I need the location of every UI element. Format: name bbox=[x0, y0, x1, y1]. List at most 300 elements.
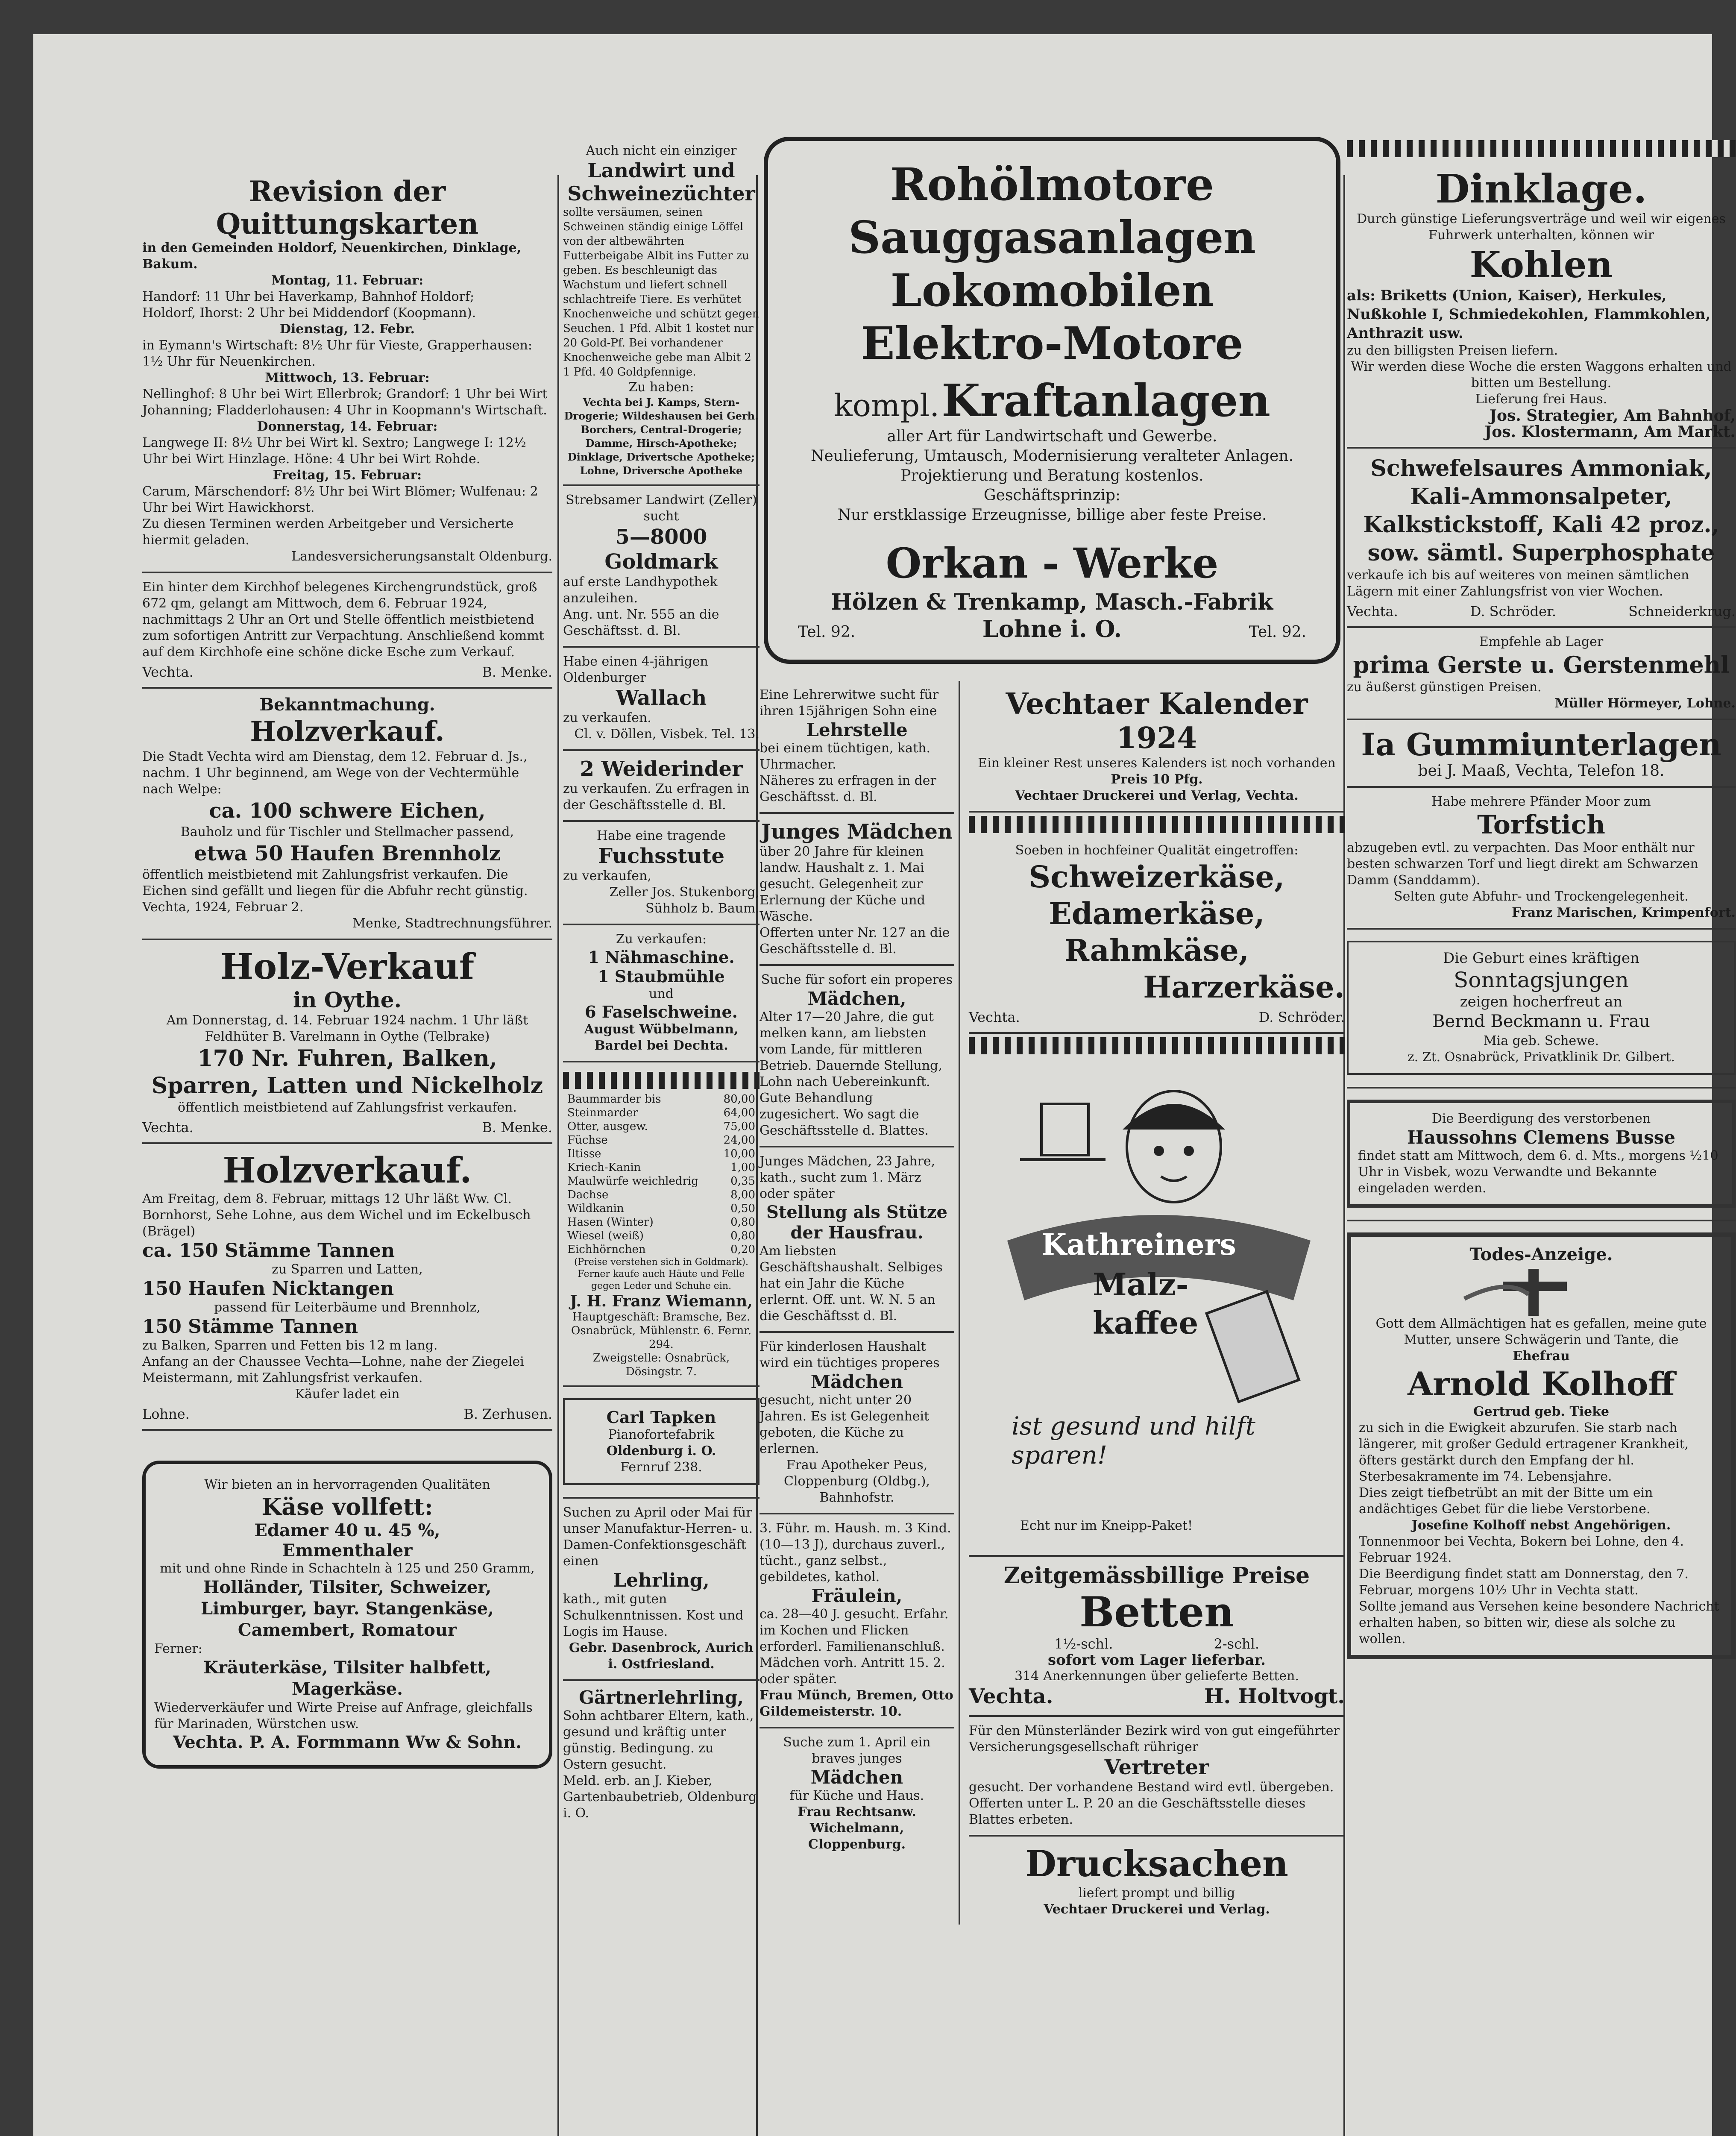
ad-text: 1½-schl. bbox=[1054, 1636, 1113, 1652]
ad-title: Holzverkauf. bbox=[250, 716, 445, 748]
ad-title: Kohlen bbox=[1469, 244, 1613, 286]
ad-tapken bbox=[563, 1387, 760, 1499]
ad-text: Auch nicht ein einziger bbox=[586, 143, 737, 158]
ad-item: Emmenthaler bbox=[282, 1540, 413, 1561]
ad-text: Wir werden diese Woche die ersten Waggons erhalten und bitten um Bestellung. bbox=[1351, 359, 1732, 390]
ad-title: Vertreter bbox=[1104, 1755, 1209, 1779]
ad-text: Eine Lehrerwitwe sucht für ihren 15jährigen Sohn eine bbox=[760, 687, 939, 719]
ad-text: Dienstag, 12. Febr. bbox=[279, 322, 415, 337]
ad-text: Zu verkaufen: bbox=[616, 932, 707, 947]
ad-text: öffentlich meistbietend mit Zahlungsfrist verkaufen. Die Eichen sind gefällt und liegen für die Abfuhr recht günstig. bbox=[142, 867, 528, 898]
price-row bbox=[563, 1161, 760, 1174]
ad-title: Torfstich bbox=[1477, 810, 1605, 840]
ad-kirchengrundstueck bbox=[142, 573, 552, 689]
ad-signature: Menke, Stadtrechnungsführer. bbox=[352, 916, 552, 931]
ad-beerdigung-busse bbox=[1347, 1089, 1736, 1221]
ad-wallach bbox=[563, 648, 760, 751]
ad-text: Ferner: bbox=[154, 1641, 202, 1656]
ad-text: zu Sparren und Latten, bbox=[272, 1262, 423, 1277]
ad-title: 5—8000 Goldmark bbox=[604, 525, 718, 574]
ad-text: Freitag, 15. Februar: bbox=[273, 468, 422, 483]
ad-title: Wallach bbox=[616, 686, 707, 710]
ad-place: Vechta. bbox=[969, 1009, 1020, 1025]
price-label: Iltisse bbox=[567, 1147, 601, 1160]
ad-item: Kalkstickstoff, Kali 42 proz., bbox=[1363, 512, 1719, 538]
column-4 bbox=[1347, 137, 1736, 1671]
price-row bbox=[563, 1229, 760, 1243]
ad-title: Holzverkauf. bbox=[223, 1150, 472, 1191]
ad-text: zu den billigsten Preisen liefern. bbox=[1347, 343, 1558, 358]
ad-text: und bbox=[649, 986, 674, 1001]
ad-text: Junges Mädchen, 23 Jahre, kath., sucht zum 1. März oder später bbox=[760, 1154, 935, 1201]
ad-signature: Frau Apotheker Peus, Cloppenburg (Oldbg.), Bahnhofstr. bbox=[784, 1458, 930, 1505]
price-value: 64,00 bbox=[723, 1106, 755, 1119]
ad-item: Edamer 40 u. 45 %, bbox=[254, 1520, 440, 1540]
kathreiner-logo-text: kaffee bbox=[1093, 1305, 1199, 1341]
ad-text: zu verkaufen. Zu erfragen in der Geschäftsstelle d. Bl. bbox=[563, 781, 750, 813]
price-row bbox=[563, 1188, 760, 1202]
ad-text: Langwege II: 8½ Uhr bei Wirt kl. Sextro; Langwege I: 12½ Uhr bei Wirt Hinzlage. Höne: 4 Uhr bei Wirt Rohde. bbox=[142, 435, 526, 467]
ad-phone: Tel. 92. bbox=[798, 623, 856, 641]
kathreiner-slogan: ist gesund und hilft sparen! bbox=[1012, 1411, 1256, 1470]
ad-text: in Eymann's Wirtschaft: 8½ Uhr für Vieste, Grapperhausen: 1½ Uhr für Neuenkirchen. bbox=[142, 338, 533, 369]
price-label: Eichhörnchen bbox=[567, 1243, 646, 1256]
ad-text: Hauptgeschäft: Bramsche, Bez. Osnabrück, Mühlenstr. 6. Fernr. 294. bbox=[571, 1311, 752, 1351]
ad-title: Betten bbox=[1079, 1588, 1234, 1636]
ad-signature: D. Schröder. bbox=[1258, 1009, 1345, 1025]
ad-text: Mia geb. Schewe. bbox=[1483, 1033, 1599, 1048]
ad-title: Mädchen, bbox=[807, 988, 906, 1009]
price-row bbox=[563, 1174, 760, 1188]
decorative-border bbox=[969, 1037, 1345, 1054]
price-value: 0,80 bbox=[730, 1216, 755, 1229]
ad-gummiunterlagen bbox=[1347, 720, 1736, 788]
ad-albit bbox=[563, 137, 760, 486]
column-1 bbox=[142, 137, 552, 1769]
ad-title: Carl Tapken bbox=[606, 1408, 716, 1427]
ad-text: Die Geburt eines kräftigen bbox=[1443, 950, 1640, 967]
ad-text: kath., mit guten Schulkenntnissen. Kost und Logis im Hause. bbox=[563, 1592, 744, 1639]
ad-signature: Jos. Klostermann, Am Markt. bbox=[1484, 423, 1736, 441]
ad-text: sollte versäumen, seinen Schweinen ständig einige Löffel von der altbewährten Futterbeigabe Albit ins Futter zu geben. Es beschleunigt das Wachstum und liefert schnell schlachtreife Tiere. Es verhütet Knochenweiche und schützt gegen Seuchen. 1 Pfd. Albit 1 kostet nur 20 Gold-Pf. Bei vorhandener Knochenweiche gebe man Albit 2 1 Pfd. 40 Goldpfennige. bbox=[563, 206, 760, 378]
ad-text: Habe einen 4-jährigen Oldenburger bbox=[563, 654, 708, 685]
ad-text: zu Balken, Sparren und Fetten bis 12 m lang. bbox=[142, 1338, 438, 1353]
ad-text: findet statt am Mittwoch, dem 6. d. Mts., morgens ½10 Uhr in Visbek, wozu Verwandte und Bekannte eingeladen werden. bbox=[1358, 1148, 1718, 1196]
ad-title: Fräulein, bbox=[811, 1585, 903, 1606]
ad-signature: Vechta. P. A. Formmann Ww & Sohn. bbox=[173, 1732, 522, 1752]
ad-naehmaschine bbox=[563, 925, 760, 1062]
ad-text: Vechta bei J. Kamps, Stern-Drogerie; Wildeshausen bei Gerh. Borchers, Central-Drogerie; Damme, Hirsch-Apotheke; Dinklage, Drivertsche Apotheke; Lohne, Driversche Apotheke bbox=[564, 396, 759, 477]
ad-lehrling bbox=[563, 1499, 760, 1681]
price-row bbox=[563, 1106, 760, 1120]
ad-signature: Frau Rechtsanw. Wichelmann, Cloppenburg. bbox=[798, 1804, 916, 1852]
ad-text: Donnerstag, 14. Februar: bbox=[257, 419, 438, 434]
ad-text: 314 Anerkennungen über gelieferte Betten. bbox=[1014, 1669, 1299, 1684]
ad-text: Pianofortefabrik bbox=[608, 1427, 715, 1442]
ad-item: Schwefelsaures Ammoniak, bbox=[1370, 455, 1712, 481]
ad-text: Mittwoch, 13. Februar: bbox=[265, 370, 430, 385]
ad-text: Anfang an der Chaussee Vechta—Lohne, nahe der Ziegelei Meistermann, mit Zahlungsfrist verkaufen. bbox=[142, 1354, 524, 1385]
ad-signature: Jos. Strategier, Am Bahnhof, bbox=[1489, 407, 1736, 425]
ad-text: Offerten unter Nr. 127 an die Geschäftsstelle d. Bl. bbox=[760, 925, 950, 957]
ad-fraeulein bbox=[760, 1514, 954, 1728]
ad-title: Rohölmotore bbox=[890, 158, 1214, 211]
ad-text: Zu haben: bbox=[628, 380, 694, 395]
ad-title: Lehrling, bbox=[613, 1570, 710, 1591]
price-value: 0,50 bbox=[730, 1202, 755, 1215]
ad-item: 1 Staubmühle bbox=[598, 967, 725, 986]
ad-text: Die Beerdigung des verstorbenen bbox=[1431, 1111, 1651, 1126]
ad-text: Am Donnerstag, d. 14. Februar 1924 nachm. 1 Uhr läßt Feldhüter B. Varelmann in Oythe (Telbrake) bbox=[166, 1013, 528, 1044]
ad-text: (Preise verstehen sich in Goldmark). Ferner kaufe auch Häute und Felle gegen Leder und Schuhe ein. bbox=[574, 1257, 749, 1291]
ad-text: Tonnenmoor bei Vechta, Bokern bei Lohne, den 4. Februar 1924. bbox=[1359, 1534, 1684, 1565]
ad-signature: Josefine Kolhoff nebst Angehörigen. bbox=[1411, 1518, 1671, 1533]
ad-title: Holz-Verkauf bbox=[220, 946, 475, 987]
ad-text: sofort vom Lager lieferbar. bbox=[1048, 1652, 1266, 1669]
ad-title: Todes-Anzeige. bbox=[1469, 1244, 1613, 1265]
ad-title: Sonntagsjungen bbox=[1453, 968, 1629, 992]
ad-title: 2 Weiderinder bbox=[580, 757, 743, 781]
ad-place: Lohne. bbox=[142, 1406, 190, 1422]
ad-text: Käufer ladet ein bbox=[295, 1387, 400, 1402]
price-value: 80,00 bbox=[723, 1093, 755, 1106]
ad-phone: Tel. 92. bbox=[1249, 623, 1306, 641]
ad-city: Lohne i. O. bbox=[982, 615, 1122, 643]
ad-text: gesucht. Der vorhandene Bestand wird evtl. übergeben. bbox=[969, 1780, 1334, 1795]
cross-icon bbox=[1456, 1265, 1627, 1316]
ad-text: Lieferung frei Haus. bbox=[1475, 392, 1607, 407]
ad-felle-preise bbox=[563, 1062, 760, 1387]
ad-item: 1 Nähmaschine. bbox=[588, 948, 735, 967]
ad-text: 2-schl. bbox=[1214, 1636, 1259, 1652]
kathreiner-note: Echt nur im Kneipp-Paket! bbox=[1020, 1518, 1193, 1533]
price-row bbox=[563, 1133, 760, 1147]
ad-holzverkauf-oythe bbox=[142, 940, 552, 1144]
ad-place: Vechta. bbox=[1347, 603, 1398, 619]
price-value: 1,00 bbox=[730, 1161, 755, 1174]
ad-text: Habe mehrere Pfänder Moor zum bbox=[1431, 794, 1651, 809]
ad-title: Stellung als Stütze der Hausfrau. bbox=[766, 1202, 947, 1243]
ad-text: Am liebsten Geschäftshaushalt. Selbiges hat ein Jahr die Küche erlernt. Off. unt. W. N. 5 an die Geschäftsst d. Bl. bbox=[760, 1244, 943, 1323]
ad-place: Vechta. bbox=[142, 1119, 194, 1135]
ad-text: Nellinghof: 8 Uhr bei Wirt Ellerbrok; Grandorf: 1 Uhr bei Wirt Johanning; Fladderlohausen: 4 Uhr in Koopmann's Wirtschaft. bbox=[142, 387, 548, 418]
ad-junges-maedchen bbox=[760, 814, 954, 966]
ad-item: 150 Stämme Tannen bbox=[142, 1316, 358, 1338]
decorative-border bbox=[1347, 140, 1736, 157]
ad-signature: August Wübbelmann, Bardel bei Dechta. bbox=[584, 1022, 739, 1053]
column-3-lower bbox=[760, 681, 1345, 1925]
ad-text: Für den Münsterländer Bezirk wird von gut eingeführter Versicherungsgesellschaft rühriger bbox=[969, 1723, 1340, 1755]
ad-text: zu verkaufen, bbox=[563, 868, 651, 883]
ad-maedchen-cloppenburg bbox=[760, 1333, 954, 1514]
ad-text: Montag, 11. Februar: bbox=[271, 273, 424, 288]
ad-text: Gertrud geb. Tieke bbox=[1473, 1404, 1610, 1419]
ad-text: gesucht, nicht unter 20 Jahren. Es ist Gelegenheit geboten, die Küche zu erlernen. bbox=[760, 1393, 930, 1456]
ad-revision bbox=[142, 137, 552, 573]
ad-title: Gärtnerlehrling, bbox=[579, 1687, 744, 1708]
ad-text: Oldenburg i. O. bbox=[606, 1444, 716, 1458]
ad-text: Habe eine tragende bbox=[596, 828, 726, 843]
ad-text: Zu diesen Terminen werden Arbeitgeber und Versicherte hiermit geladen. bbox=[142, 516, 514, 548]
ad-text: Sohn achtbarer Eltern, kath., gesund und kräftig unter günstig. Bedingung. zu Ostern gesucht. bbox=[563, 1708, 754, 1772]
ad-title: Fuchsstute bbox=[598, 844, 725, 868]
ad-signature: Bernd Beckmann u. Frau bbox=[1432, 1012, 1650, 1031]
ad-item: sow. sämtl. Superphosphate bbox=[1367, 540, 1715, 566]
ad-text: Nur erstklassige Erzeugnisse, billige aber feste Preise. bbox=[837, 506, 1267, 524]
ad-title: J. H. Franz Wiemann, bbox=[570, 1292, 753, 1310]
ad-drucksachen bbox=[969, 1837, 1345, 1925]
price-row bbox=[563, 1243, 760, 1256]
ad-text: abzugeben evtl. zu verpachten. Das Moor enthält nur besten schwarzen Torf und liegt direkt am Schwarzen Damm (Sanddamm). bbox=[1347, 840, 1698, 888]
ad-company: Hölzen & Trenkamp, Masch.-Fabrik bbox=[831, 589, 1273, 615]
ad-duenger bbox=[1347, 449, 1736, 628]
ad-text: Fernruf 238. bbox=[620, 1460, 702, 1475]
price-value: 10,00 bbox=[723, 1147, 755, 1160]
ad-text: Ein kleiner Rest unseres Kalenders ist noch vorhanden bbox=[978, 756, 1336, 771]
ad-text: auf erste Landhypothek anzuleihen. bbox=[563, 575, 718, 606]
decorative-border bbox=[563, 1072, 760, 1089]
ad-signature: Cl. v. Döllen, Visbek. Tel. 13. bbox=[574, 727, 760, 742]
ad-text: Für kinderlosen Haushalt wird ein tüchtiges properes bbox=[760, 1339, 940, 1370]
ad-signature: Zeller Jos. Stukenborg, Sühholz b. Baum. bbox=[609, 885, 760, 916]
ad-kohlen-dinklage bbox=[1347, 161, 1736, 449]
ad-text: Suchen zu April oder Mai für unser Manufaktur-Herren- u. Damen-Confektionsgeschäft einen bbox=[563, 1505, 753, 1569]
decorative-border bbox=[969, 816, 1345, 833]
ad-signature: Frau Münch, Bremen, Otto Gildemeisterstr. 10. bbox=[760, 1688, 953, 1719]
ad-torfstich bbox=[1347, 788, 1736, 930]
kathreiner-logo-text: Malz- bbox=[1093, 1266, 1189, 1303]
ad-text: Neulieferung, Umtausch, Modernisierung veralteter Anlagen. bbox=[810, 447, 1294, 465]
ad-text: Geschäftsprinzip: bbox=[983, 487, 1121, 504]
price-row bbox=[563, 1147, 760, 1161]
price-value: 75,00 bbox=[723, 1120, 755, 1133]
ad-title: Sauggasanlagen bbox=[848, 211, 1256, 264]
ad-text: zu verkaufen. bbox=[563, 710, 651, 725]
ad-vertreter bbox=[969, 1717, 1345, 1837]
ad-text: Suche für sofort ein properes bbox=[761, 972, 953, 987]
ad-title: Lehrstelle bbox=[806, 719, 908, 740]
ad-text: Offerten unter L. P. 20 an die Geschäftsstelle dieses Blattes erbeten. bbox=[969, 1796, 1306, 1827]
ad-text: Carum, Märschendorf: 8½ Uhr bei Wirt Blömer; Wulfenau: 2 Uhr bei Wirt Hawickhorst. bbox=[142, 484, 538, 515]
ad-text: passend für Leiterbäume und Brennholz, bbox=[214, 1300, 481, 1315]
ad-title: Junges Mädchen bbox=[761, 820, 953, 844]
ad-title: Haussohns Clemens Busse bbox=[1407, 1127, 1676, 1148]
ad-text: Projektierung und Beratung kostenlos. bbox=[900, 467, 1204, 484]
ad-text: z. Zt. Osnabrück, Privatklinik Dr. Gilbert. bbox=[1407, 1050, 1675, 1065]
ad-text: Durch günstige Lieferungsverträge und weil wir eigenes Fuhrwerk unterhalten, können wir bbox=[1357, 211, 1726, 243]
ad-text: zu äußerst günstigen Preisen. bbox=[1347, 680, 1542, 695]
price-row bbox=[563, 1120, 760, 1133]
ad-text: kompl. bbox=[833, 387, 940, 423]
ad-title: Drucksachen bbox=[1025, 1843, 1288, 1885]
ad-todesanzeige bbox=[1347, 1221, 1736, 1671]
ad-text: über 20 Jahre für kleinen landw. Haushalt z. 1. Mai gesucht. Gelegenheit zur Erlernung der Küche und Wäsche. bbox=[760, 844, 925, 924]
ad-text: Zweigstelle: Osnabrück, Dösingstr. 7. bbox=[592, 1352, 730, 1378]
ad-signature: H. Holtvogt. bbox=[1204, 1684, 1345, 1708]
ad-title: Mädchen bbox=[810, 1767, 903, 1788]
column-divider bbox=[557, 175, 559, 2136]
ad-text: Näheres zu erfragen in der Geschäftsst. d. Bl. bbox=[760, 773, 936, 804]
ad-text: mit und ohne Rinde in Schachteln à 125 und 250 Gramm, bbox=[160, 1561, 535, 1576]
price-label: Steinmarder bbox=[567, 1106, 638, 1119]
ad-place: Vechta. bbox=[969, 1684, 1053, 1708]
ad-heading: Bekanntmachung. bbox=[259, 695, 435, 715]
ad-text: liefert prompt und billig bbox=[1078, 1886, 1235, 1901]
ad-signature: Vechtaer Druckerei und Verlag. bbox=[1044, 1902, 1270, 1917]
ad-text: Wir bieten an in hervorragenden Qualitäten bbox=[204, 1477, 490, 1492]
price-list bbox=[563, 1092, 760, 1256]
ad-betten bbox=[969, 1555, 1345, 1717]
ad-gerste bbox=[1347, 628, 1736, 720]
ad-signature: bei J. Maaß, Vechta, Telefon 18. bbox=[1418, 762, 1665, 780]
ad-kalender bbox=[969, 681, 1345, 813]
price-row bbox=[563, 1092, 760, 1106]
ad-item: 170 Nr. Fuhren, Balken, Sparren, Latten und Nickelholz bbox=[151, 1045, 543, 1099]
ad-text: Soeben in hochfeiner Qualität eingetroffen: bbox=[1015, 843, 1299, 858]
ad-item: ca. 150 Stämme Tannen bbox=[142, 1240, 395, 1262]
price-row bbox=[563, 1202, 760, 1215]
ad-item: Kali-Ammonsalpeter, bbox=[1410, 484, 1672, 510]
ad-signature: B. Menke. bbox=[482, 664, 552, 680]
ad-text: Strebsamer Landwirt (Zeller) sucht bbox=[565, 493, 757, 524]
ad-item: Edamerkäse, bbox=[1049, 896, 1265, 931]
ad-text: Dies zeigt tiefbetrübt an mit der Bitte um ein andächtiges Gebet für die liebe Verstorbene. bbox=[1359, 1485, 1653, 1517]
ad-text: Bauholz und für Tischler und Stellmacher passend, bbox=[180, 824, 514, 839]
ad-kaese-formmann bbox=[142, 1461, 552, 1769]
ad-title: Elektro-Motore bbox=[861, 317, 1243, 370]
ad-text: Alter 17—20 Jahre, die gut melken kann, am liebsten vom Lande, für mittleren Betrieb. Dauernde Stellung, Lohn nach Uebereinkunft. Gute Behandlung zugesichert. Wo sagt die Geschäftsstelle d. Blattes. bbox=[760, 1009, 942, 1138]
price-row bbox=[563, 1215, 760, 1229]
ad-maedchen-april bbox=[760, 1728, 954, 1860]
ad-text: Wiederverkäufer und Wirte Preise auf Anfrage, gleichfalls für Marinaden, Würstchen usw. bbox=[154, 1700, 533, 1731]
price-label: Dachse bbox=[567, 1188, 609, 1201]
column-3b bbox=[960, 681, 1345, 1925]
ad-text: bei einem tüchtigen, kath. Uhrmacher. bbox=[760, 741, 930, 772]
ad-subtitle: in Oythe. bbox=[293, 987, 402, 1012]
ad-title: Käse vollfett: bbox=[261, 1493, 433, 1520]
price-label: Wiesel (weiß) bbox=[567, 1229, 644, 1242]
ad-text: 3. Führ. m. Haush. m. 3 Kind. (10—13 J), durchaus zuverl., tücht., ganz selbst., gebildetes, kathol. bbox=[760, 1521, 951, 1584]
ad-kathreiner bbox=[994, 1061, 1319, 1548]
price-value: 0,80 bbox=[730, 1229, 755, 1242]
ad-title: Kraftanlagen bbox=[941, 374, 1271, 427]
ad-weiderinder bbox=[563, 751, 760, 822]
ad-signature: B. Menke. bbox=[482, 1119, 552, 1135]
ad-price: Preis 10 Pfg. bbox=[1111, 772, 1203, 787]
ad-text: zeigen hocherfreut an bbox=[1460, 993, 1623, 1010]
ad-text: Ein hinter dem Kirchhof belegenes Kirchengrundstück, groß 672 qm, gelangt am Mittwoch, dem 6. Februar 1924, nachmittags 2 Uhr an Ort und Stelle öffentlich meistbietend zum sofortigen Antritt zur Verpachtung. Anschließend kommt auf dem Kirchhofe eine schöne dicke Esche zum Verkauf. bbox=[142, 580, 544, 660]
ad-place: Vechta. bbox=[142, 664, 194, 680]
price-label: Maulwürfe weichledrig bbox=[567, 1175, 698, 1188]
ad-kaese-schroeder bbox=[969, 836, 1345, 1034]
ad-title: Lokomobilen bbox=[890, 264, 1214, 317]
ad-date: Vechta, 1924, Februar 2. bbox=[142, 900, 304, 915]
price-value: 24,00 bbox=[723, 1134, 755, 1147]
ad-text: Sollte jemand aus Versehen keine besondere Nachricht erhalten haben, so bitten wir, diese als solche zu wollen. bbox=[1359, 1599, 1719, 1646]
ad-goldmark bbox=[563, 486, 760, 648]
ad-text: Die Beerdigung findet statt am Donnerstag, den 7. Februar, morgens 10½ Uhr in Vechta statt. bbox=[1359, 1567, 1689, 1598]
price-value: 0,20 bbox=[730, 1243, 755, 1256]
ad-item: Schweizerkäse, bbox=[1029, 859, 1285, 895]
ad-signature: Gebr. Dasenbrock, Aurich i. Ostfriesland. bbox=[569, 1640, 754, 1672]
ad-text: Empfehle ab Lager bbox=[1479, 634, 1604, 649]
ad-title: Revision der Quittungskarten bbox=[216, 175, 479, 241]
price-value: 8,00 bbox=[730, 1188, 755, 1201]
ad-signature: Müller Hörmeyer, Lohne. bbox=[1554, 696, 1736, 711]
price-label: Otter, ausgew. bbox=[567, 1120, 648, 1133]
price-label: Wildkanin bbox=[567, 1202, 624, 1215]
ad-orkan-werke bbox=[764, 137, 1340, 664]
newspaper-page bbox=[33, 34, 1736, 2136]
ad-title: Vechtaer Kalender 1924 bbox=[1006, 687, 1308, 755]
price-label: Füchse bbox=[567, 1134, 608, 1147]
ad-title: Landwirt und Schweinezüchter bbox=[567, 159, 755, 205]
ad-text: Am Freitag, dem 8. Februar, mittags 12 Uhr läßt Ww. Cl. Bornhorst, Sehe Lohne, aus dem Wichel und im Eckelbusch (Brägel) bbox=[142, 1191, 531, 1239]
deceased-name: Arnold Kolhoff bbox=[1408, 1365, 1675, 1403]
ad-fuchsstute bbox=[563, 822, 760, 925]
kathreiner-logo-text: Kathreiners bbox=[1041, 1228, 1236, 1262]
ad-signature: Landesversicherungsanstalt Oldenburg. bbox=[291, 549, 552, 564]
ad-signature: Vechtaer Druckerei und Verlag, Vechta. bbox=[1015, 788, 1299, 803]
ad-text: Die Stadt Vechta wird am Dienstag, dem 12. Februar d. Js., nachm. 1 Uhr beginnend, am Wege von der Vechtermühle nach Welpe: bbox=[142, 749, 528, 797]
column-3 bbox=[760, 137, 1345, 1925]
ad-text: Gott dem Allmächtigen hat es gefallen, meine gute Mutter, unsere Schwägerin und Tante, die bbox=[1375, 1316, 1707, 1347]
ad-text: zu sich in die Ewigkeit abzurufen. Sie starb nach längerer, mit großer Geduld ertragener Krankheit, öfters gestärkt durch den Empfang der hl. Sterbesakramente im 74. Lebensjahre. bbox=[1359, 1420, 1689, 1484]
ad-signature: Meld. erb. an J. Kieber, Gartenbaubetrieb, Oldenburg i. O. bbox=[563, 1773, 757, 1821]
ad-item: Rahmkäse, bbox=[1064, 933, 1249, 968]
ad-maedchen-sofort bbox=[760, 966, 954, 1147]
ad-text: in den Gemeinden Holdorf, Neuenkirchen, Dinklage, Bakum. bbox=[142, 241, 522, 272]
ad-item: Kräuterkäse, Tilsiter halbfett, Magerkäse. bbox=[203, 1658, 491, 1699]
ad-item: etwa 50 Haufen Brennholz bbox=[194, 842, 501, 866]
ad-item: 150 Haufen Nicktangen bbox=[142, 1278, 394, 1300]
price-label: Kriech-Kanin bbox=[567, 1161, 641, 1174]
ad-title: Ia Gummiunterlagen bbox=[1361, 726, 1721, 763]
price-label: Baummarder bis bbox=[567, 1093, 661, 1106]
column-3a bbox=[760, 681, 960, 1925]
ad-text: als: Briketts (Union, Kaiser), Herkules, Nußkohle I, Schmiedekohlen, Flammkohlen, Anthrazit usw. bbox=[1347, 287, 1711, 342]
ad-text: ca. 28—40 J. gesucht. Erfahr. im Kochen und Flicken erforderl. Familienanschluß. Mädchen vorh. Antritt 15. 2. oder später. bbox=[760, 1607, 949, 1687]
ad-stuetze bbox=[760, 1147, 954, 1333]
price-label: Hasen (Winter) bbox=[567, 1216, 654, 1229]
ad-text: für Küche und Haus. bbox=[789, 1788, 924, 1803]
ad-text: öffentlich meistbietend auf Zahlungsfrist verkaufen. bbox=[178, 1100, 517, 1115]
ad-title: Dinklage. bbox=[1435, 166, 1647, 212]
column-2 bbox=[563, 137, 760, 1828]
ad-text: Ang. unt. Nr. 555 an die Geschäftsst. d. Bl. bbox=[563, 607, 719, 638]
ad-text: Holdorf, Ihorst: 2 Uhr bei Middendorf (Koopmann). bbox=[142, 305, 476, 320]
ad-holzverkauf-stadt bbox=[142, 689, 552, 940]
ad-item: Holländer, Tilsiter, Schweizer, Limburger, bayr. Stangenkäse, Camembert, Romatour bbox=[201, 1577, 494, 1640]
ad-text: Handorf: 11 Uhr bei Haverkamp, Bahnhof Holdorf; bbox=[142, 289, 475, 304]
ad-item: Harzerkäse. bbox=[1143, 969, 1345, 1005]
ad-text: Suche zum 1. April ein braves junges bbox=[783, 1735, 931, 1766]
ad-text: Ehefrau bbox=[1513, 1349, 1570, 1364]
ad-text: Selten gute Abfuhr- und Trockengelegenheit. bbox=[1394, 889, 1689, 904]
ad-text: verkaufe ich bis auf weiteres von meinen sämtlichen Lägern mit einer Zahlungsfrist von vier Wochen. bbox=[1347, 568, 1689, 599]
ad-title: prima Gerste u. Gerstenmehl bbox=[1353, 651, 1730, 678]
ad-signature: Franz Marischen, Krimpenfort. bbox=[1512, 905, 1736, 920]
ad-signature: D. Schröder. bbox=[1470, 603, 1557, 619]
ad-gaertnerlehrling bbox=[563, 1681, 760, 1828]
ad-holzverkauf-lohne bbox=[142, 1144, 552, 1431]
price-value: 0,35 bbox=[730, 1175, 755, 1188]
ad-title: Zeitgemässbillige Preise bbox=[1003, 1563, 1310, 1589]
ad-place: Schneiderkrug. bbox=[1628, 603, 1736, 619]
ad-text: aller Art für Landwirtschaft und Gewerbe. bbox=[887, 428, 1217, 445]
ad-item: ca. 100 schwere Eichen, bbox=[209, 799, 486, 823]
ad-company: Orkan - Werke bbox=[886, 539, 1219, 587]
